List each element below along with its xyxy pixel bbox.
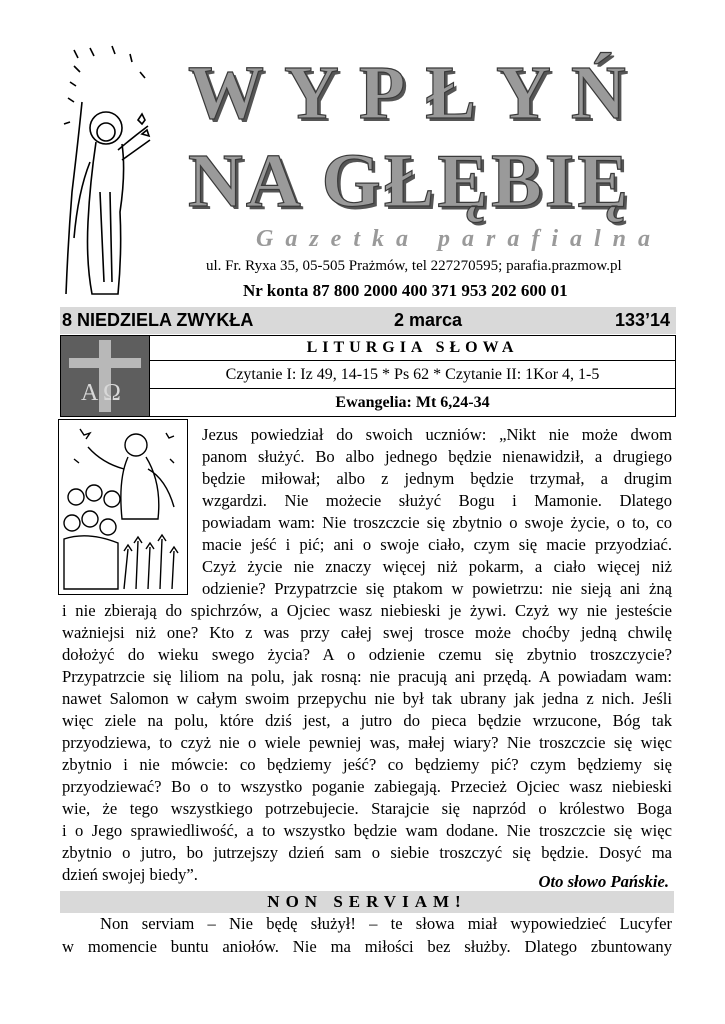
liturgy-rows [149,336,675,416]
gospel-line: macie jeść i pić; ani o swoje ciało, czym się macie przyodziać. [202,535,672,554]
gospel-line: Przypatrzcie się liliom na polu, jak rosną: nie pracują ani przędą. A powiadam wam: [62,667,672,686]
liturgy-gospel-reference: Ewangelia: Mt 6,24-34 [335,394,490,411]
gospel-line: będzie miłował; albo z jednym będzie trzymał, a drugim [202,469,672,488]
newspaper-title-line1: WYPŁYŃ [188,51,646,135]
saint-francis-illustration [60,42,155,302]
gospel-line: nawet Salomon w całym swoim przepychu nie był tak ubrany jak jedna z nich. Jeśli [62,689,672,708]
gospel-line: więc ziele na polu, które dziś jest, a jutro do pieca będzie wrzucone, Bóg tak [62,711,672,730]
gospel-line: przyodziewa, to czyż nie o wiele pewniej was, małej wiary? Nie troszczcie się więc [62,733,672,752]
alpha-omega-icon [61,336,149,416]
liturgy-box [60,335,676,417]
liturgy-readings: Czytanie I: Iz 49, 14-15 * Ps 62 * Czytanie II: 1Kor 4, 1-5 [150,361,675,389]
gospel-line: Jezus powiedział do swoich uczniów: „Nikt nie może dwom [202,425,672,444]
newspaper-title-line2: NA GŁĘBIĘ [188,139,632,223]
gospel-line: zbytnio o jutro, bo jutrzejszy dzień sam o siebie troszczyć się będzie. Dosyć ma [62,843,672,862]
gospel-line: przyodziewać? Bo o to wszystko poganie zabiegają. Przecież Ojciec wasz niebieski [62,777,672,796]
article-line: Non serviam – Nie będę służył! – te słowa miał wypowiedzieć Lucyfer [100,914,672,933]
bank-account: Nr konta 87 800 2000 400 371 953 202 600 01 [243,281,568,300]
newspaper-subtitle: Gazetka parafialna [256,226,663,252]
gospel-line: ważniejsi niż one? Kto z was przy całej swej trosce może choćby jedną chwilę [62,623,672,642]
gospel-line: odzienie? Przypatrzcie się ptakom w powietrzu: nie sieją ani żną [202,579,672,598]
gospel-line: wie, że tego wszystkiego potrzebujecie. Starajcie się naprzód o królestwo Boga [62,799,672,818]
gospel-line: powiadam wam: Nie troszczcie się zbytnio o swoje życie, o to, co [202,513,672,532]
article-line: w momencie buntu aniołów. Nie ma miłości bez służby. Dlatego zbuntowany [62,937,672,956]
liturgy-title: LITURGIA SŁOWA [150,336,675,361]
gospel-line: i nie zbierają do spichrzów, a Ojciec wasz niebieski je żywi. Czyż wy nie jesteście [62,601,672,620]
liturgical-sunday: 8 NIEDZIELA ZWYKŁA [62,310,254,330]
alpha-omega-letters: A Ω [81,380,121,406]
jesus-with-disciples-illustration [58,419,188,595]
parish-address: ul. Fr. Ryxa 35, 05-505 Prażmów, tel 227270595; parafia.prazmow.pl [206,258,622,274]
section-title: NON SERVIAM! [267,892,467,911]
gospel-line: panom służyć. Bo albo jednego będzie nienawidził, a drugiego [202,447,672,466]
issue-number: 133’14 [614,310,670,330]
gospel-line: i o Jego sprawiedliwość, a to wszystko będzie wam dodane. Nie troszczcie się więc [62,821,672,840]
gospel-line: zbytnio i nie mówcie: co będziemy jeść? co będziemy pić? czym będziemy się [62,755,672,774]
gospel-line: dzień swojej biedy”. [62,865,198,884]
issue-date: 2 marca [394,310,463,330]
gospel-line: dołożyć do wieku swego życia? A o odzienie czemu się zbytnio troszczycie? [62,645,672,664]
gospel-line: wzgardzi. Nie możecie służyć Bogu i Mamonie. Dlatego [202,491,672,510]
issue-bar [60,307,676,334]
gospel-acclamation: Oto słowo Pańskie. [538,872,669,891]
section-header-bar [60,891,674,913]
gospel-line: Czyż życie nie znaczy więcej niż pokarm, a ciało więcej niż [202,557,672,576]
